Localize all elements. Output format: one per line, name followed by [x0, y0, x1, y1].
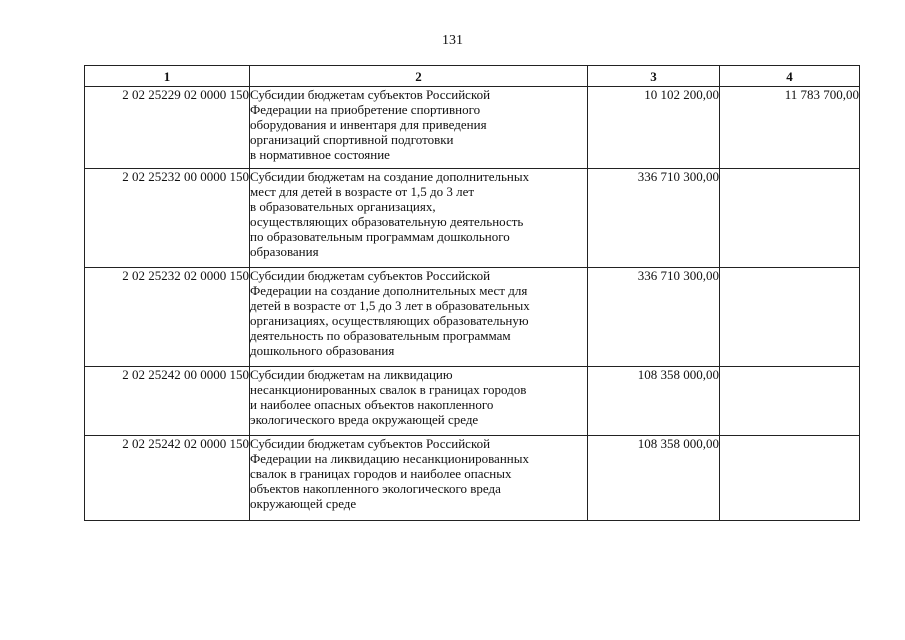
description-line: свалок в границах городов и наиболее опасных — [250, 466, 512, 481]
description-line: организациях, осуществляющих образовательную — [250, 313, 529, 328]
amount-column-3-cell: 336 710 300,00 — [588, 268, 720, 367]
table-row — [85, 367, 860, 436]
description-line: Субсидии бюджетам субъектов Российской — [250, 87, 491, 102]
description-cell — [250, 367, 588, 436]
table-row — [85, 268, 860, 367]
amount-column-3-cell: 336 710 300,00 — [588, 169, 720, 268]
description-line: Федерации на создание дополнительных мест для — [250, 283, 528, 298]
description-line: Субсидии бюджетам на создание дополнительных — [250, 169, 530, 184]
description-line: Федерации на ликвидацию несанкционированных — [250, 451, 529, 466]
column-header-4: 4 — [720, 66, 860, 87]
budget-code-cell: 2 02 25232 02 0000 150 — [85, 268, 250, 367]
amount-column-4-cell — [720, 436, 860, 521]
column-header-1: 1 — [85, 66, 250, 87]
amount-column-3-cell: 10 102 200,00 — [588, 87, 720, 169]
description-line: экологического вреда окружающей среде — [250, 412, 479, 427]
description-line: Субсидии бюджетам на ликвидацию — [250, 367, 453, 382]
description-line: мест для детей в возрасте от 1,5 до 3 лет — [250, 184, 475, 199]
description-line: и наиболее опасных объектов накопленного — [250, 397, 494, 412]
description-cell — [250, 87, 588, 169]
table-row — [85, 169, 860, 268]
budget-code-cell: 2 02 25229 02 0000 150 — [85, 87, 250, 169]
description-cell — [250, 436, 588, 521]
description-line: детей в возрасте от 1,5 до 3 лет в образовательных — [250, 298, 530, 313]
description-line: несанкционированных свалок в границах городов — [250, 382, 527, 397]
description-line: в нормативное состояние — [250, 147, 390, 162]
table-row — [85, 87, 860, 169]
description-line: образования — [250, 244, 319, 259]
amount-column-3-cell: 108 358 000,00 — [588, 367, 720, 436]
description-line: Субсидии бюджетам субъектов Российской — [250, 436, 491, 451]
description-line: осуществляющих образовательную деятельность — [250, 214, 524, 229]
description-cell — [250, 268, 588, 367]
table-header — [85, 66, 860, 87]
budget-table — [84, 65, 860, 521]
page-number: 131 — [442, 33, 463, 48]
table-row — [85, 436, 860, 521]
description-line: по образовательным программам дошкольного — [250, 229, 510, 244]
amount-column-4-cell — [720, 367, 860, 436]
amount-column-4-cell — [720, 268, 860, 367]
description-line: оборудования и инвентаря для приведения — [250, 117, 487, 132]
description-line: Субсидии бюджетам субъектов Российской — [250, 268, 491, 283]
description-line: в образовательных организациях, — [250, 199, 436, 214]
description-line: объектов накопленного экологического вреда — [250, 481, 501, 496]
table-body — [85, 87, 860, 521]
amount-column-4-cell — [720, 169, 860, 268]
budget-code-cell: 2 02 25242 02 0000 150 — [85, 436, 250, 521]
amount-column-4-cell: 11 783 700,00 — [720, 87, 860, 169]
column-header-3: 3 — [588, 66, 720, 87]
description-line: дошкольного образования — [250, 343, 395, 358]
description-line: Федерации на приобретение спортивного — [250, 102, 481, 117]
description-line: деятельность по образовательным программам — [250, 328, 511, 343]
description-cell — [250, 169, 588, 268]
budget-code-cell: 2 02 25232 00 0000 150 — [85, 169, 250, 268]
header-row — [85, 66, 860, 87]
description-line: окружающей среде — [250, 496, 357, 511]
budget-code-cell: 2 02 25242 00 0000 150 — [85, 367, 250, 436]
amount-column-3-cell: 108 358 000,00 — [588, 436, 720, 521]
description-line: организаций спортивной подготовки — [250, 132, 454, 147]
column-header-2: 2 — [250, 66, 588, 87]
